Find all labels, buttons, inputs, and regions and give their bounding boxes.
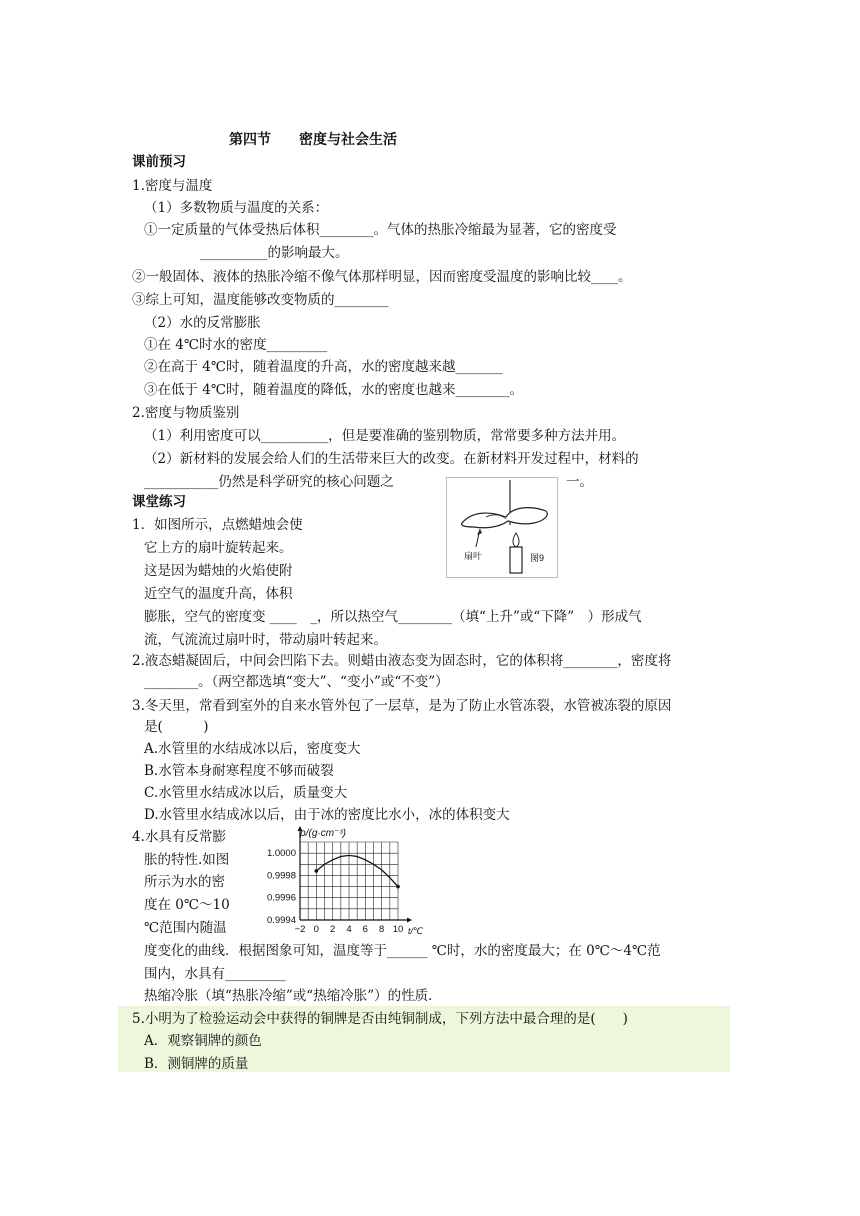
preview-line: 一。 <box>566 474 593 490</box>
page-title: 第四节 密度与社会生活 <box>229 132 397 148</box>
x-tick-label: 2 <box>330 924 336 935</box>
question-4-text: 度在 0℃～10 <box>144 897 230 913</box>
preview-line: ③在低于 4℃时，随着温度的降低，水的密度也越来________。 <box>144 382 523 398</box>
y-tick-label: 0.9998 <box>266 870 296 882</box>
preview-line: ___________仍然是科学研究的核心问题之 <box>144 474 394 490</box>
figure-number: 图9 <box>530 553 545 563</box>
question-4: 4.水具有反常膨 <box>132 829 226 845</box>
question-4-text: 所示为水的密 <box>144 874 225 890</box>
preview-line: ②一般固体、液体的热胀冷缩不像气体那样明显，因而密度受温度的影响比较____。 <box>132 269 632 285</box>
question-4-text: 热缩冷胀（填“热胀冷缩”或“热缩冷胀”）的性质． <box>144 988 442 1004</box>
fan-label: 扇叶 <box>464 551 483 561</box>
data-point <box>315 869 319 873</box>
question-4-text: ℃范围内随温 <box>144 920 227 936</box>
question-1-text: 膨胀，空气的密度变 ____ _，所以热空气________（填“上升”或“下降” ）形成气 <box>144 609 642 625</box>
preview-line: （1）利用密度可以__________，但是要准确的鉴别物质，常常要多种方法并用。 <box>144 428 626 444</box>
question-5: 5.小明为了检验运动会中获得的铜牌是否由纯铜制成，下列方法中最合理的是( ) <box>132 1011 628 1027</box>
y-tick-label: 0.9996 <box>266 892 296 904</box>
option-a: A.水管里的水结成冰以后，密度变大 <box>144 741 361 757</box>
fan-candle-figure <box>446 477 558 587</box>
option-c: C.水管里水结成冰以后，质量变大 <box>144 785 348 801</box>
preview-line: ②在高于 4℃时，随着温度的升高，水的密度越来越_______ <box>144 359 503 375</box>
question-4-text: 度变化的曲线．根据图象可知，温度等于______ ℃时，水的密度最大；在 0℃～4℃范 <box>144 943 661 959</box>
x-tick-label: 10 <box>392 924 404 935</box>
x-axis-label: t/℃ <box>408 926 424 936</box>
x-tick-label: 6 <box>362 924 368 935</box>
x-tick-label: 4 <box>346 924 352 935</box>
question-3: 3.冬天里，常看到室外的自来水管外包了一层草，是为了防止水管冻裂，水管被冻裂的原因 <box>132 698 672 714</box>
preview-line: __________的影响最大。 <box>200 245 349 261</box>
option-b: B.水管本身耐寒程度不够而破裂 <box>144 763 334 779</box>
y-axis-label: ρ/(g·cm⁻³) <box>300 828 346 839</box>
question-1-text: 这是因为蜡烛的火焰使附 <box>144 563 293 579</box>
option-b: B．测铜牌的质量 <box>144 1056 249 1072</box>
section-heading-preview: 课前预习 <box>132 154 186 170</box>
question-4-text: 围内，水具有_________ <box>144 966 286 982</box>
question-4-text: 胀的特性.如图 <box>144 852 230 868</box>
preview-item-2: 2.密度与物质鉴别 <box>132 405 240 421</box>
question-1: 1．如图所示，点燃蜡烛会使 <box>132 517 303 533</box>
x-tick-label: 0 <box>313 924 319 935</box>
preview-line: ①一定质量的气体受热后体积________。气体的热胀冷缩最为显著，它的密度受 <box>144 222 617 238</box>
question-1-text: 流，气流流过扇叶时，带动扇叶转起来。 <box>144 632 387 648</box>
preview-item-1: 1.密度与温度 <box>132 178 213 194</box>
question-3-text: 是( ) <box>144 719 209 735</box>
y-tick-label: 0.9994 <box>266 915 296 926</box>
question-2: 2.液态蜡凝固后，中间会凹陷下去。则蜡由液态变为固态时，它的体积将________，密度将 <box>132 653 672 669</box>
question-1-text: 它上方的扇叶旋转起来。 <box>144 540 293 556</box>
question-1-text: 近空气的温度升高，体积 <box>144 586 293 602</box>
section-heading-practice: 课堂练习 <box>132 494 186 510</box>
water-density-chart <box>250 824 430 940</box>
y-tick-label: 1.0000 <box>266 848 296 860</box>
x-axis-arrow <box>407 918 412 923</box>
x-tick-label: 8 <box>379 924 385 935</box>
x-tick-label: −2 <box>294 924 306 935</box>
preview-sub-2: （2）水的反常膨胀 <box>144 315 261 331</box>
option-d: D.水管里水结成冰以后，由于冰的密度比水小，冰的体积变大 <box>144 807 510 823</box>
preview-line: ①在 4℃时水的密度_________ <box>144 337 328 353</box>
option-a: A．观察铜牌的颜色 <box>144 1033 262 1049</box>
preview-line: ③综上可知，温度能够改变物质的________ <box>132 292 389 308</box>
question-2-text: ________。（两空都选填“变大”、“变小”或“不变”） <box>144 674 449 690</box>
data-point <box>396 885 400 889</box>
preview-line: （2）新材料的发展会给人们的生活带来巨大的改变。在新材料开发过程中，材料的 <box>144 451 639 467</box>
preview-sub-1: （1）多数物质与温度的关系： <box>144 200 329 216</box>
